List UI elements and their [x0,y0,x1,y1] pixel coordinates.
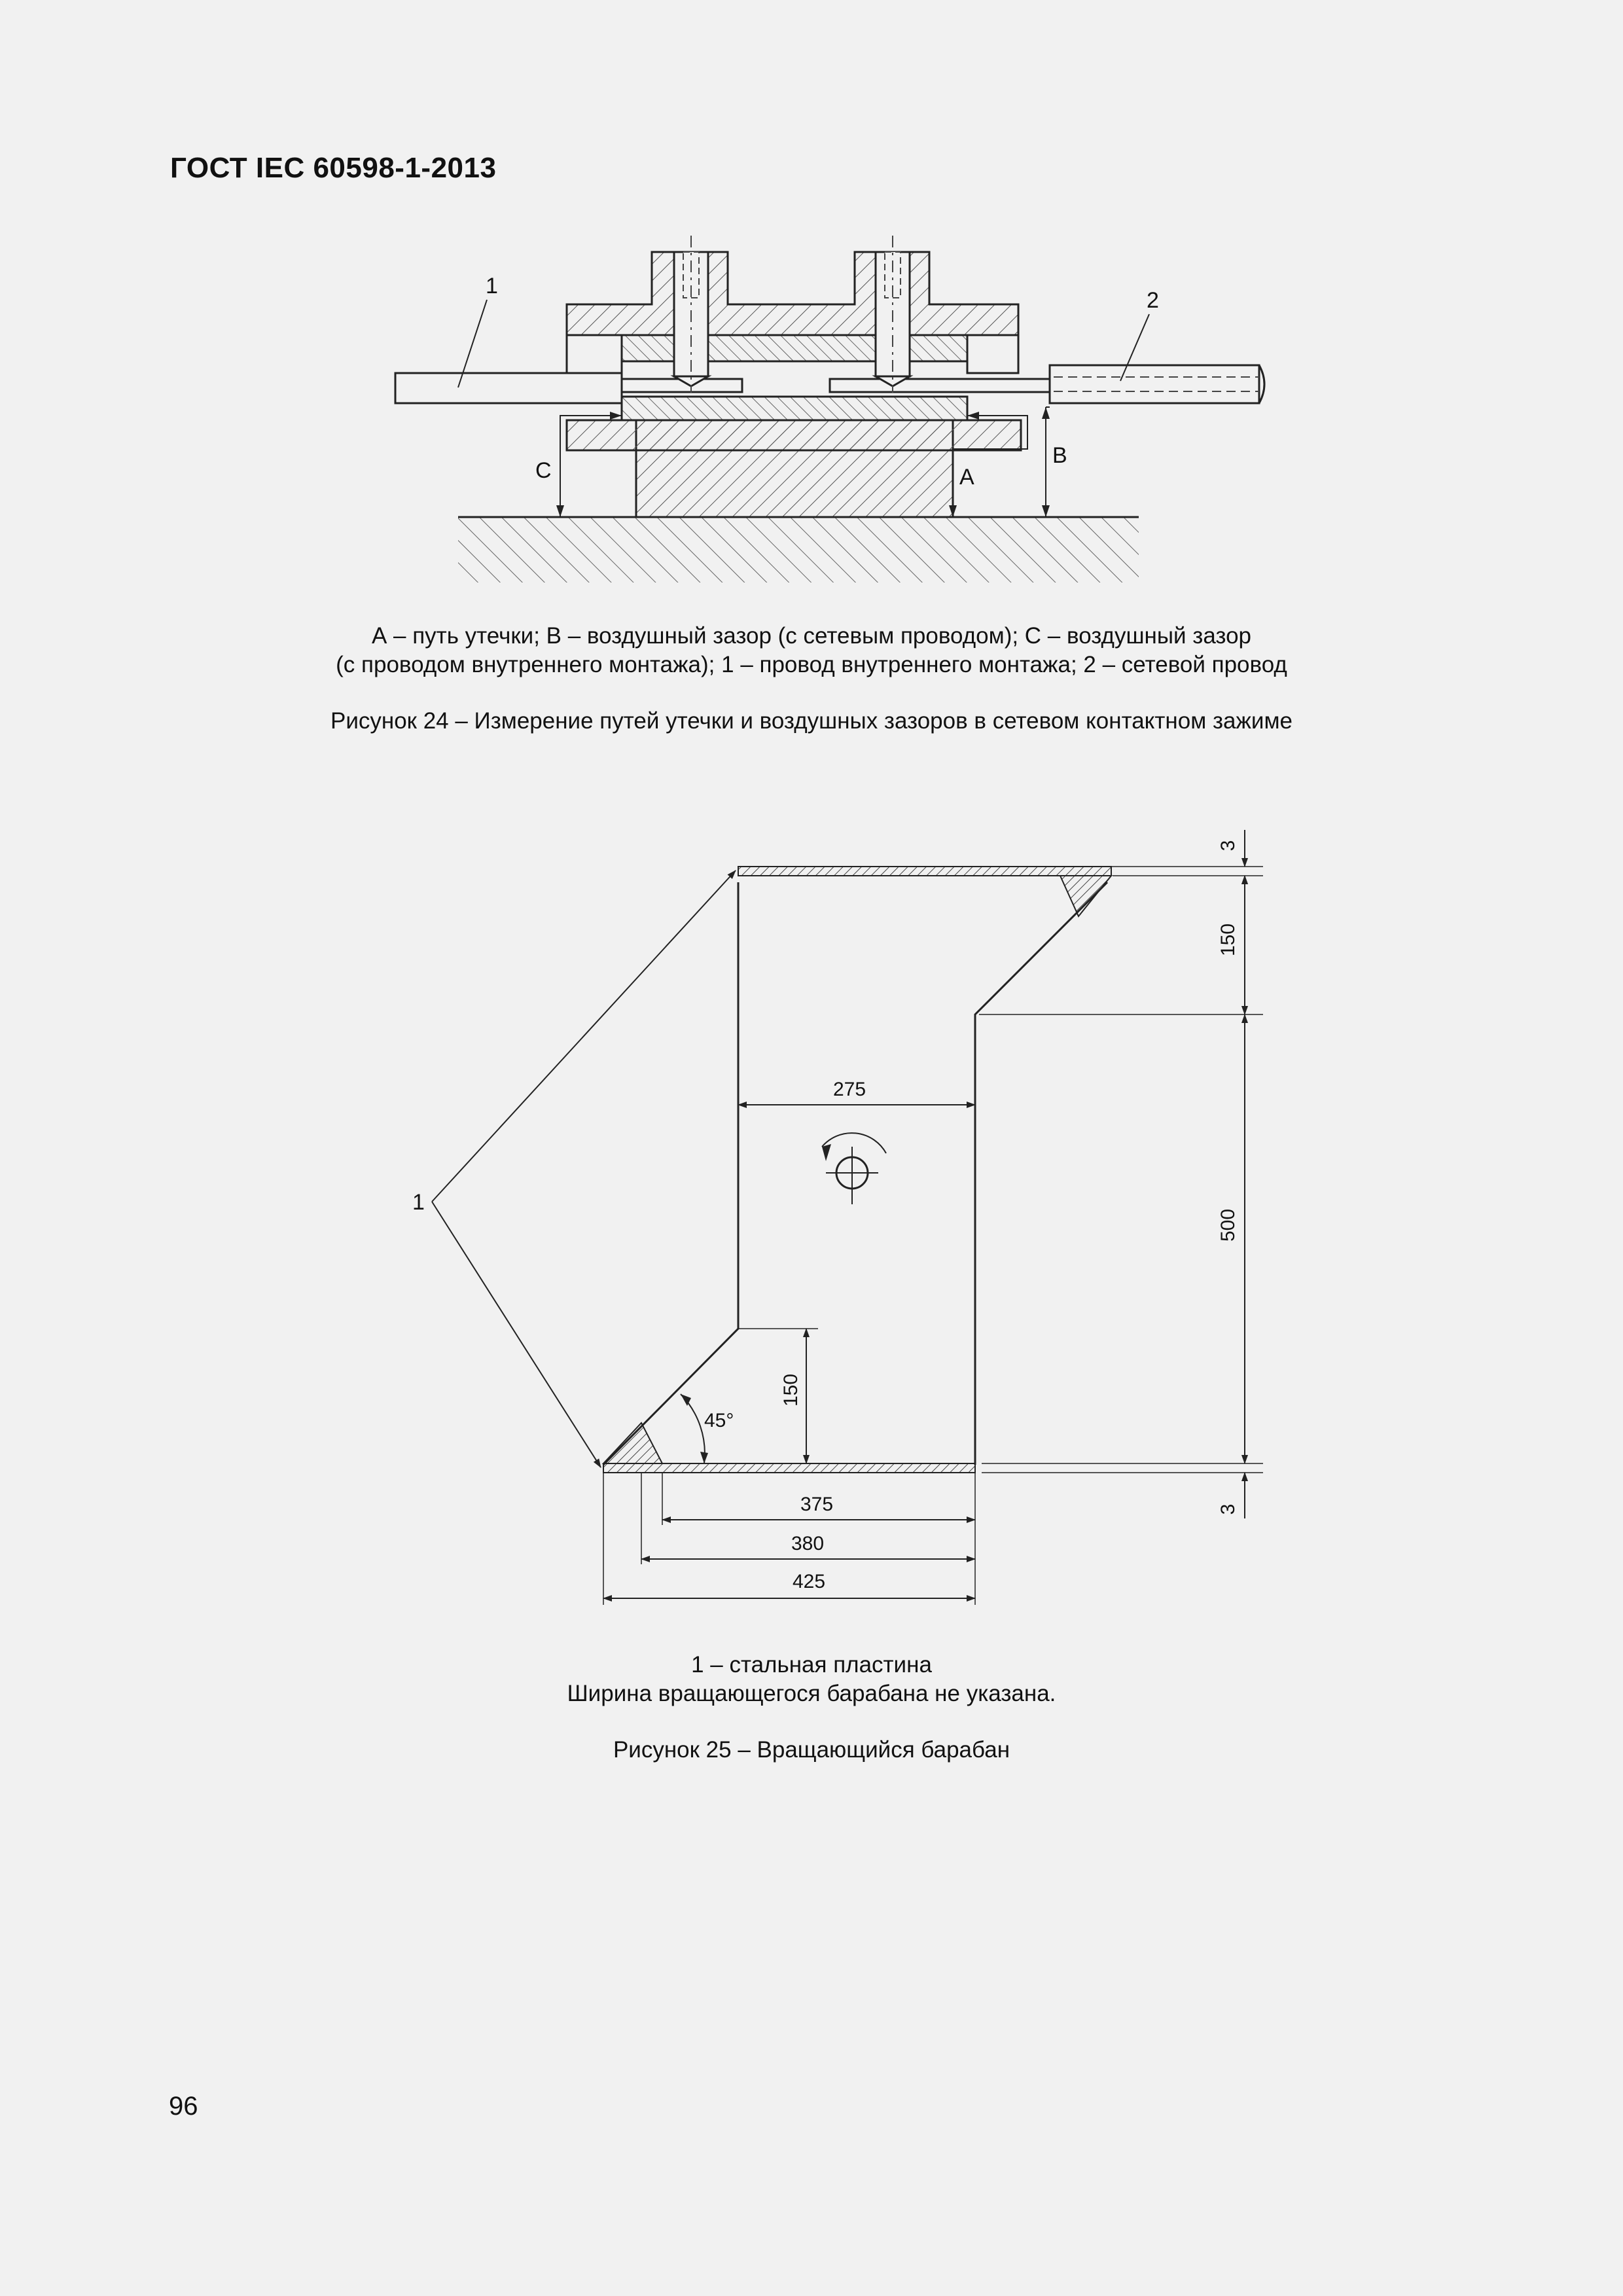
label-supply-cord: 2 [1147,288,1159,313]
dim-width-mid: 275 [832,1079,866,1100]
dim-angle: 45° [704,1410,734,1431]
label-a: A [959,465,974,490]
dim-bottom-plate: 3 [1217,1503,1239,1515]
drum-outline [603,882,738,1465]
screw-right [876,236,910,393]
label-c: C [535,458,552,483]
bottom-weld [603,1423,662,1463]
dim-w380: 380 [791,1533,825,1554]
base-block-flange [567,420,1021,450]
supply-cord [1050,365,1264,403]
dim-bottom-step: 150 [780,1373,802,1407]
housing-side-left [567,335,622,373]
figure-25-caption: Рисунок 25 – Вращающийся барабан [613,1737,1010,1763]
figure-24-drawing [0,216,1623,596]
label-wire-internal: 1 [486,274,498,298]
label-steel-plate: 1 [412,1190,425,1215]
bottom-steel-plate [603,1463,975,1473]
figure-24-caption: Рисунок 24 – Измерение путей утечки и воздушных зазоров в сетевом контактном зажиме [330,708,1293,734]
internal-wire [395,373,622,403]
top-weld [1060,876,1111,916]
contact-strip-right [830,379,1055,392]
screw-left [674,236,708,393]
ground-hatch [458,517,1139,583]
figure-25-legend-line-1: 1 – стальная пластина [691,1652,932,1677]
top-steel-plate [738,867,1111,876]
document-header: ГОСТ IEC 60598-1-2013 [170,152,497,184]
rotation-axis-symbol [822,1133,886,1204]
dim-w425: 425 [792,1571,826,1592]
page-number: 96 [169,2092,198,2121]
figure-24-legend-line-1: А – путь утечки; В – воздушный зазор (с сетевым проводом); С – воздушный зазор [371,623,1252,649]
dim-top-plate: 3 [1217,840,1239,852]
housing-side-right [967,335,1018,373]
label-b: B [1052,443,1067,468]
insulating-plate [622,397,967,420]
dim-top-step: 150 [1217,923,1239,957]
figure-24-legend-line-2: (с проводом внутреннего монтажа); 1 – провод внутреннего монтажа; 2 – сетевой провод [336,652,1287,677]
figure-25-drawing [0,812,1623,1623]
figure-25-legend-line-2: Ширина вращающегося барабана не указана. [567,1681,1056,1706]
dim-height-mid: 500 [1217,1208,1239,1242]
dim-w375: 375 [800,1494,834,1515]
